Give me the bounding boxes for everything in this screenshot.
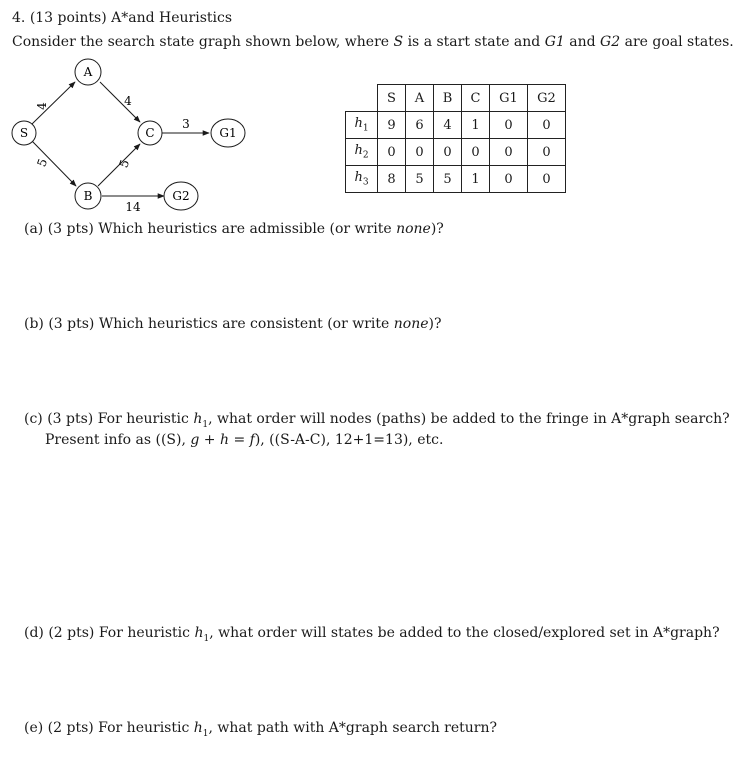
question-b-suffix: )? — [428, 316, 442, 332]
question-e — [24, 720, 497, 739]
table-cell: 0 — [406, 139, 434, 166]
question-b-emph: none — [393, 316, 429, 332]
table-row — [346, 166, 566, 193]
search-graph — [0, 56, 260, 216]
table-cell: 0 — [462, 139, 490, 166]
intro-text-2: is a start state and — [407, 34, 541, 50]
table-cell: 6 — [406, 112, 434, 139]
heuristic-h1: $h_1$ — [193, 720, 209, 739]
cost-b-c: 5 — [116, 157, 133, 170]
cost-s-b: 5 — [34, 156, 51, 169]
table-row — [346, 139, 566, 166]
row-header: $h_3$ — [346, 166, 378, 193]
row-header: $h_1$ — [346, 112, 378, 139]
problem-number: 4. — [12, 10, 26, 26]
col-header: A — [406, 85, 434, 112]
question-a-text: (a) (3 pts) Which heuristics are admissible (or write — [24, 221, 392, 237]
heuristic-h1: $h_1$ — [193, 411, 209, 430]
table-cell: 0 — [434, 139, 462, 166]
table-cell: 0 — [490, 139, 528, 166]
question-c-line2 — [45, 432, 443, 448]
node-s-label: S — [19, 126, 29, 140]
table-corner — [346, 85, 378, 112]
node-b — [75, 183, 101, 209]
node-g2-label: G2 — [172, 189, 190, 203]
col-header: G1 — [490, 85, 528, 112]
table-cell: 8 — [378, 166, 406, 193]
table-cell: 1 — [462, 112, 490, 139]
question-c-formula: g + h = f — [190, 432, 255, 448]
question-c-line2-suffix: ), ((S-A-C), 12+1=13), etc. — [254, 432, 444, 448]
col-header: G2 — [528, 85, 566, 112]
question-e-suffix: , what path with A*graph search return? — [208, 720, 498, 736]
table-cell: 5 — [406, 166, 434, 193]
node-a — [75, 59, 101, 85]
problem-title: A*and Heuristics — [111, 10, 233, 26]
question-a-suffix: )? — [430, 221, 444, 237]
node-g1 — [211, 119, 245, 147]
cost-a-c: 4 — [124, 94, 132, 108]
table-row — [346, 112, 566, 139]
table-cell: 0 — [490, 112, 528, 139]
question-a-emph: none — [396, 221, 431, 237]
node-a-label: A — [83, 65, 93, 79]
col-header: C — [462, 85, 490, 112]
edge-a-c — [100, 82, 140, 122]
node-s — [12, 121, 36, 145]
question-a — [24, 221, 444, 237]
table-cell: 1 — [462, 166, 490, 193]
intro-text-4: are goal states. — [624, 34, 734, 50]
intro-text-3: and — [569, 34, 596, 50]
question-b — [24, 316, 441, 332]
cost-c-g1: 3 — [182, 117, 190, 131]
table-cell: 0 — [528, 166, 566, 193]
question-d-suffix: , what order will states be added to the closed/explored set in A*graph? — [209, 625, 720, 641]
cost-b-g2: 14 — [125, 200, 141, 214]
intro-S: S — [393, 34, 404, 50]
question-e-text: (e) (2 pts) For heuristic — [24, 720, 190, 736]
cost-s-a: 4 — [35, 102, 49, 110]
node-g1-label: G1 — [219, 126, 237, 140]
node-b-label: B — [83, 189, 93, 203]
intro-G1: G1 — [544, 34, 565, 50]
question-b-text: (b) (3 pts) Which heuristics are consistent (or write — [24, 316, 390, 332]
problem-intro — [12, 34, 734, 50]
node-c — [138, 121, 162, 145]
question-c-line2-prefix: Present info as ((S), — [45, 432, 186, 448]
heuristic-h1: $h_1$ — [194, 625, 210, 644]
table-cell: 4 — [434, 112, 462, 139]
table-header-row — [346, 85, 566, 112]
table-cell: 0 — [528, 112, 566, 139]
problem-header — [12, 10, 232, 26]
question-d — [24, 625, 720, 644]
row-header: $h_2$ — [346, 139, 378, 166]
node-c-label: C — [145, 126, 155, 140]
heuristic-table — [345, 84, 566, 193]
question-c-text: (c) (3 pts) For heuristic — [24, 411, 189, 427]
question-d-text: (d) (2 pts) For heuristic — [24, 625, 190, 641]
table-cell: 0 — [378, 139, 406, 166]
table-cell: 9 — [378, 112, 406, 139]
intro-text-1: Consider the search state graph shown below, where — [12, 34, 390, 50]
table-cell: 0 — [490, 166, 528, 193]
col-header: B — [434, 85, 462, 112]
col-header: S — [378, 85, 406, 112]
node-g2 — [164, 182, 198, 210]
problem-points: (13 points) — [29, 10, 107, 26]
table-cell: 5 — [434, 166, 462, 193]
intro-G2: G2 — [600, 34, 621, 50]
table-cell: 0 — [528, 139, 566, 166]
question-c — [24, 411, 730, 430]
question-c-suffix: , what order will nodes (paths) be added to the fringe in A*graph search? — [208, 411, 730, 427]
